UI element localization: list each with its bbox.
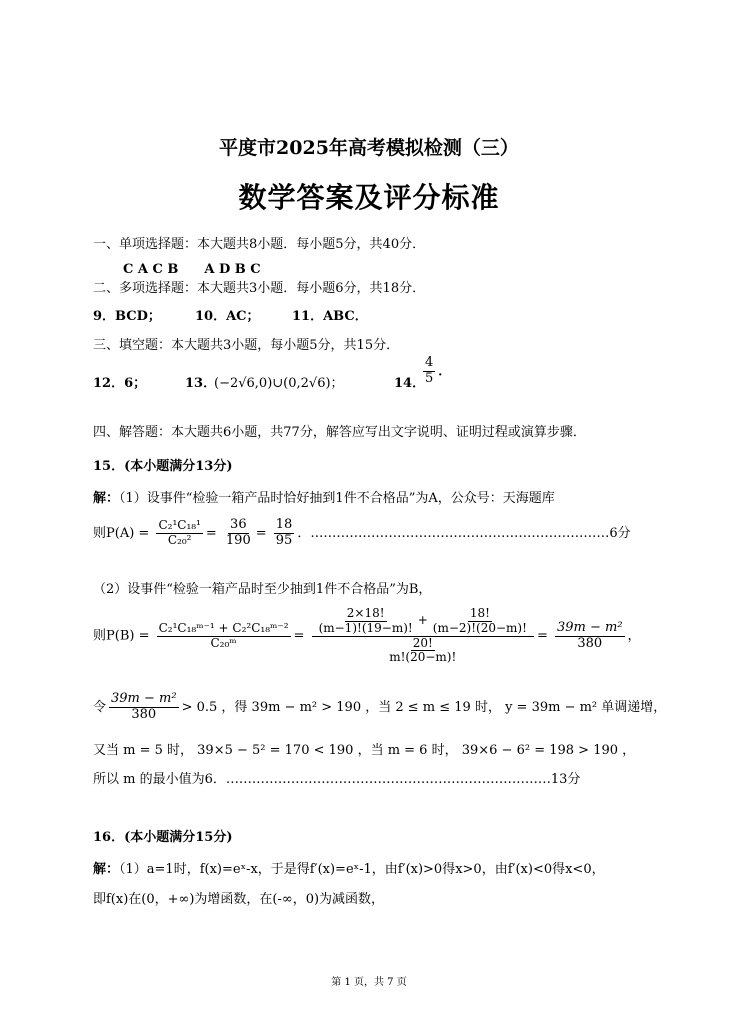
q15-pb-formula: 则P(B) = $\frac{\text{C₂¹C₁₈ᵐ⁻¹ + C₂²C₁₈ᵐ⁻²}}{\text{C₂₀ᵐ}}$ = $\frac{2\times 18!}{(m-1)!(19-m)!}$ + $\frac{18!}{(m-2)!(20-m)!}$ $\frac{20!}{m!(20-m)!}$ = $\frac{\text{39m − m²}}{380}$ ， <box>93 606 641 665</box>
q16-line1-text: （1）a=1时，f(x)=eˣ-x，于是得f′(x)=eˣ-1，由f′(x)>0得x>0，由f′(x)<0得x<0， <box>119 862 605 877</box>
pb-plus: + <box>417 613 428 628</box>
answer-10: 10．AC； <box>195 309 260 324</box>
ling-rest: > 0.5 ，得 39m − m² > 190 ，当 2 ≤ m ≤ 19 时， y = 39m − m² 单调递增， <box>181 699 667 715</box>
q16-heading: 16．(本小题满分15分) <box>93 830 233 845</box>
answer-14-end: ． <box>438 363 452 379</box>
q15-part1 <box>93 487 555 506</box>
page-subtitle: 数学答案及评分标准 <box>238 181 500 214</box>
answer-14-numerator: 4 <box>425 355 434 370</box>
pa-frac2-num: 36 <box>230 517 247 532</box>
answer-9: 9．BCD； <box>93 309 161 324</box>
ling-frac-num: 39m − m² <box>111 691 177 706</box>
ling: 令 <box>93 699 107 715</box>
section2-heading: 二、多项选择题：本大题共3小题．每小题6分，共18分． <box>93 281 426 296</box>
pb-result-den: 380 <box>577 635 603 651</box>
pa-frac3-num: 18 <box>275 517 293 532</box>
pa-dots: ．……………………………………………………………6分 <box>297 525 631 541</box>
pb-end: ， <box>627 628 641 644</box>
answer-14-denominator: 5 <box>425 370 434 386</box>
q16-jie: 解： <box>93 862 120 877</box>
q15-jie: 解： <box>93 491 120 506</box>
pb-result-num: 39m − m² <box>556 619 623 635</box>
pb-outer-den-den: m!(20−m)! <box>389 650 457 665</box>
pa-frac1-den: C₂₀² <box>167 532 192 547</box>
section3-heading: 三、填空题：本大题共3小题，每小题5分，共15分． <box>93 338 400 353</box>
q15-condition <box>93 692 666 723</box>
page-footer: 第 1 页，共 7 页 <box>331 977 407 988</box>
q15-heading: 15．(本小题满分13分) <box>93 459 233 474</box>
q16-line1 <box>93 858 605 877</box>
q15-part1-text: （1）设事件“检验一箱产品时恰好抽到1件不合格品”为A，公众号：天海题库 <box>119 491 555 506</box>
answer-14-label: 14． <box>394 376 426 391</box>
pb-frac1-den: C₂₀ᵐ <box>210 635 237 650</box>
pb-inner1-num: 2×18! <box>346 606 385 620</box>
pa-frac1-num: C₂¹C₁₈¹ <box>158 518 201 533</box>
answer-11: 11．ABC． <box>292 309 368 324</box>
pb-inner2-den: (m−2)!(20−m)! <box>432 620 527 635</box>
q16-line2: 即f(x)在(0，+∞)为增函数，在(-∞，0)为减函数， <box>93 892 385 907</box>
pb-frac1-num: C₂¹C₁₈ᵐ⁻¹ + C₂²C₁₈ᵐ⁻² <box>158 620 289 635</box>
q15-pa-formula: 则P(A) = $\frac{\text{C₂¹C₁₈¹}}{\text{C₂₀²}}$ = $\frac{36}{190}$ = $\frac{18}{95}$ ．……………………………………………………………6分 <box>93 517 631 548</box>
section1-heading: 一、单项选择题：本大题共8小题．每小题5分，共40分． <box>93 237 426 252</box>
answer-13: (−2√6,0)∪(0,2√6)； <box>214 376 344 391</box>
q15-conclusion: 所以 m 的最小值为6．…………………………………………………………………13分 <box>93 772 581 787</box>
answer-13-label: 13． <box>185 376 217 391</box>
pb-prefix: 则P(B) = <box>93 628 150 644</box>
pb-outer-den-num: 20! <box>412 635 433 650</box>
answer-12: 12．6； <box>93 376 147 391</box>
page-title: 平度市2025年高考模拟检测（三） <box>219 137 519 159</box>
pa-frac2-den: 190 <box>225 532 251 548</box>
ling-frac-den: 380 <box>131 706 157 722</box>
section1-answers: C A C B A D B C <box>123 262 261 277</box>
section4-heading: 四、解答题：本大题共6小题，共77分，解答应写出文字说明、证明过程或演算步骤． <box>93 425 586 440</box>
answer-14-fraction <box>420 356 451 387</box>
pa-frac3-den: 95 <box>275 532 293 548</box>
q15-check: 又当 m = 5 时， 39×5 − 5² = 170 < 190 ，当 m = 6 时， 39×6 − 6² = 198 > 190 ， <box>93 743 636 758</box>
pb-inner2-num: 18! <box>469 606 490 620</box>
q15-part2: （2）设事件“检验一箱产品时至少抽到1件不合格品”为B， <box>93 582 432 597</box>
pa-prefix: 则P(A) = <box>93 525 150 541</box>
pb-inner1-den: (m−1)!(19−m)! <box>318 620 413 635</box>
